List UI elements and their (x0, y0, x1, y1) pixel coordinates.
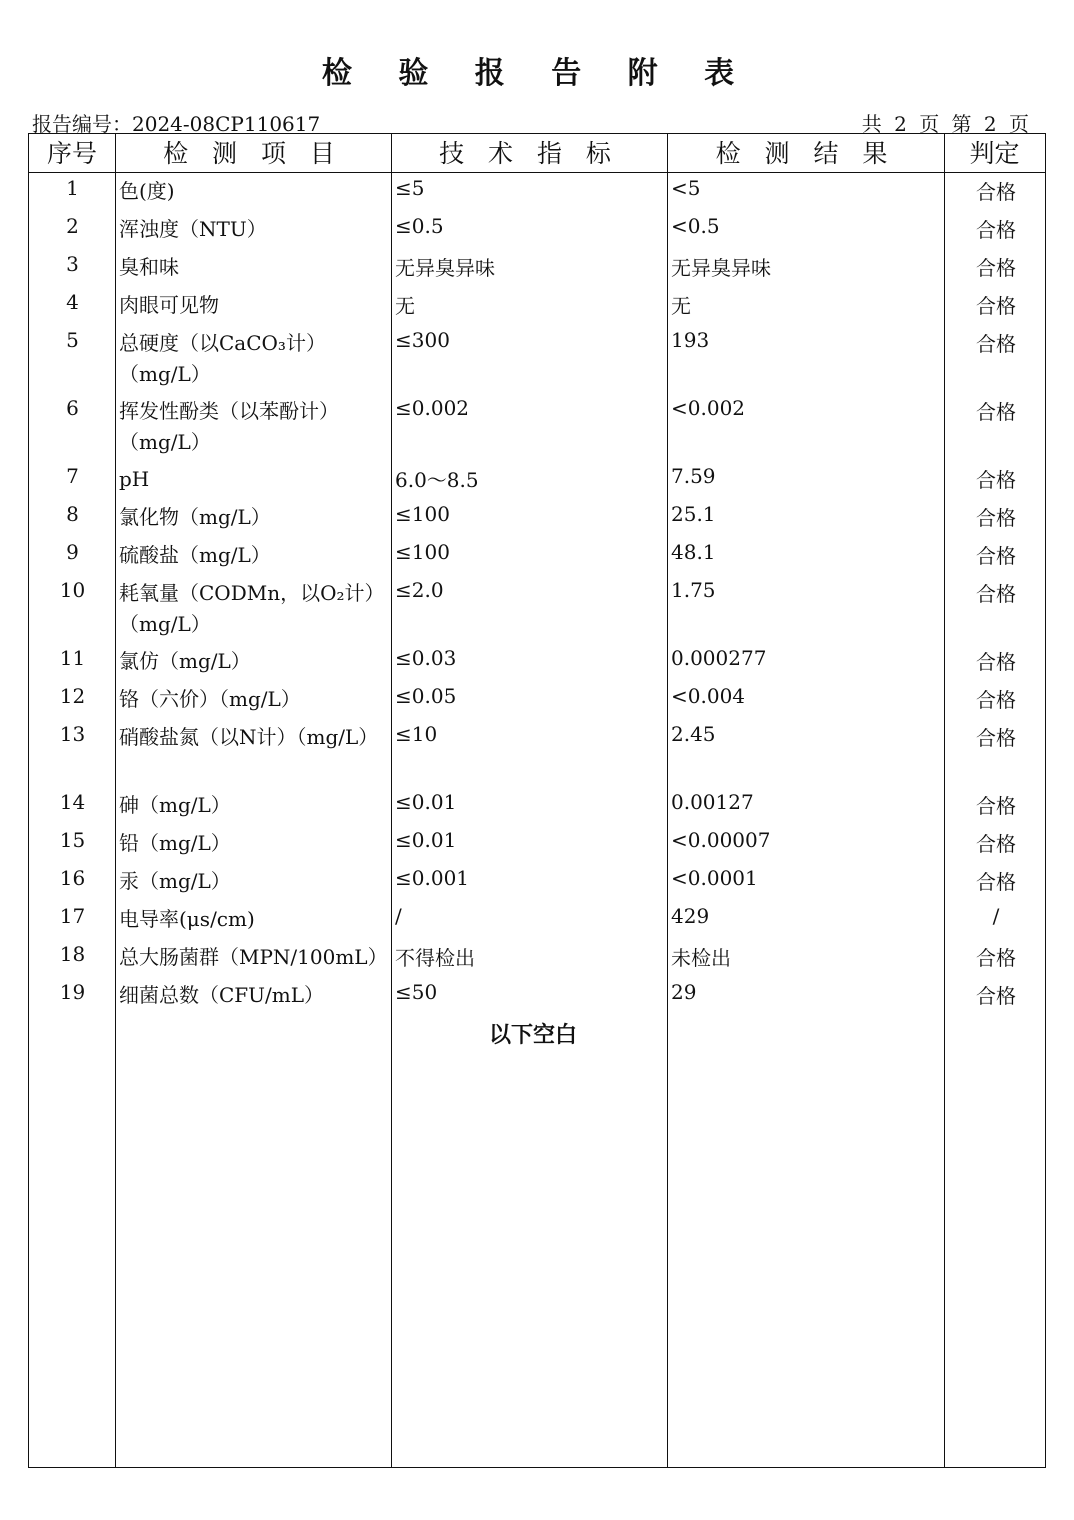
row-result: 0.000277 (671, 646, 767, 670)
row-result: 25.1 (671, 502, 716, 526)
row-result: <0.5 (671, 214, 720, 238)
row-item: 挥发性酚类（以苯酚计）（mg/L） (119, 399, 339, 454)
row-standard: ≤0.01 (395, 790, 457, 814)
header-standard: 技 术 指 标 (439, 139, 619, 168)
row-item: 电导率(μs/cm) (119, 907, 255, 931)
row-number: 9 (66, 540, 79, 564)
row-judgment: 合格 (976, 794, 1016, 818)
row-judgment: 合格 (976, 870, 1016, 894)
table-row (29, 250, 1045, 288)
table-row (29, 174, 1045, 212)
report-number: 报告编号：2024-08CP110617 (32, 112, 321, 136)
row-item: 耗氧量（CODMn，以O₂计）（mg/L） (119, 581, 385, 636)
row-result: <0.002 (671, 396, 746, 420)
row-judgment: 合格 (976, 506, 1016, 530)
row-standard: 不得检出 (395, 946, 475, 970)
row-judgment: 合格 (976, 400, 1016, 424)
row-standard: ≤50 (395, 980, 438, 1004)
row-result: 1.75 (671, 578, 716, 602)
row-number: 12 (59, 684, 86, 708)
row-number: 10 (59, 578, 86, 602)
row-result: 7.59 (671, 464, 716, 488)
page-info: 共 2 页 第 2 页 (861, 112, 1032, 136)
blank-note: 以下空白 (488, 1023, 577, 1048)
row-number: 15 (59, 828, 86, 852)
row-standard: ≤0.5 (395, 214, 444, 238)
report-title: 检 验 报 告 附 表 (321, 56, 753, 91)
row-standard: 无异臭异味 (395, 256, 495, 280)
row-standard: 6.0～8.5 (395, 468, 479, 492)
row-number: 3 (66, 252, 79, 276)
row-item: 色(度) (119, 179, 175, 203)
row-judgment: 合格 (976, 332, 1016, 356)
table-row (29, 326, 1045, 394)
row-judgment: 合格 (976, 832, 1016, 856)
row-result: <0.00007 (671, 828, 771, 852)
row-standard: ≤0.05 (395, 684, 457, 708)
row-item: pH (119, 467, 150, 491)
row-item: 硫酸盐（mg/L） (119, 543, 271, 567)
table-row (29, 644, 1045, 682)
row-standard: 无 (395, 294, 415, 318)
table-row (29, 788, 1045, 826)
table-row (29, 826, 1045, 864)
table-row (29, 576, 1045, 644)
row-item: 汞（mg/L） (119, 869, 231, 893)
header-result: 检 测 结 果 (715, 139, 896, 168)
row-standard: ≤100 (395, 540, 450, 564)
table-row (29, 902, 1045, 940)
row-standard: ≤2.0 (395, 578, 444, 602)
header-no: 序号 (46, 139, 97, 168)
row-item: 细菌总数（CFU/mL） (119, 983, 325, 1007)
row-standard: ≤10 (395, 722, 438, 746)
row-item: 氯化物（mg/L） (119, 505, 271, 529)
table-row (29, 538, 1045, 576)
row-judgment: 合格 (976, 294, 1016, 318)
row-number: 11 (59, 646, 86, 670)
table-row (29, 462, 1045, 500)
row-number: 2 (66, 214, 79, 238)
table-row (29, 682, 1045, 720)
row-item: 臭和味 (119, 255, 179, 279)
row-result: 29 (671, 980, 697, 1004)
header-item: 检 测 项 目 (163, 139, 343, 168)
row-item: 肉眼可见物 (119, 293, 219, 317)
row-item: 铬（六价）（mg/L） (119, 687, 301, 711)
row-result: 0.00127 (671, 790, 754, 814)
row-judgment: 合格 (976, 688, 1016, 712)
row-judgment: 合格 (976, 468, 1016, 492)
row-standard: ≤5 (395, 176, 425, 200)
row-judgment: 合格 (976, 256, 1016, 280)
row-judgment: 合格 (976, 726, 1016, 750)
results-table (28, 133, 1046, 1468)
row-result: <0.0001 (671, 866, 758, 890)
header-judgment: 判定 (969, 139, 1020, 168)
row-standard: ≤0.03 (395, 646, 457, 670)
row-result: 429 (671, 904, 710, 928)
row-result: 无异臭异味 (671, 256, 771, 280)
row-judgment: 合格 (976, 582, 1016, 606)
row-number: 17 (59, 904, 86, 928)
row-item: 氯仿（mg/L） (119, 649, 251, 673)
row-item: 总大肠菌群（MPN/100mL） (119, 945, 388, 969)
table-row (29, 978, 1045, 1016)
row-standard: ≤0.002 (395, 396, 470, 420)
row-judgment: 合格 (976, 946, 1016, 970)
row-result: 48.1 (671, 540, 716, 564)
row-standard: ≤0.001 (395, 866, 470, 890)
row-number: 1 (66, 176, 79, 200)
row-judgment: / (992, 904, 1000, 928)
table-row (29, 720, 1045, 788)
table-row (29, 864, 1045, 902)
row-number: 8 (66, 502, 79, 526)
table-row (29, 500, 1045, 538)
row-number: 4 (66, 290, 79, 314)
row-result: 193 (671, 328, 710, 352)
table-row (29, 288, 1045, 326)
row-standard: ≤0.01 (395, 828, 457, 852)
row-result: <5 (671, 176, 701, 200)
row-number: 6 (66, 396, 79, 420)
row-judgment: 合格 (976, 650, 1016, 674)
table-row (29, 394, 1045, 462)
table-row (29, 212, 1045, 250)
row-judgment: 合格 (976, 984, 1016, 1008)
row-judgment: 合格 (976, 180, 1016, 204)
row-standard: ≤100 (395, 502, 450, 526)
row-number: 7 (66, 464, 79, 488)
table-row (29, 940, 1045, 978)
row-result: <0.004 (671, 684, 746, 708)
row-item: 铅（mg/L） (119, 831, 231, 855)
row-standard: ≤300 (395, 328, 450, 352)
row-number: 5 (66, 328, 79, 352)
row-number: 19 (59, 980, 86, 1004)
row-number: 16 (59, 866, 86, 890)
row-judgment: 合格 (976, 544, 1016, 568)
row-number: 18 (59, 942, 86, 966)
row-standard: / (395, 904, 402, 928)
row-number: 14 (59, 790, 86, 814)
row-item: 砷（mg/L） (119, 793, 231, 817)
row-item: 浑浊度（NTU） (119, 217, 267, 241)
row-item: 硝酸盐氮（以N计）（mg/L） (119, 725, 379, 749)
row-item: 总硬度（以CaCO₃计）（mg/L） (119, 331, 326, 386)
row-judgment: 合格 (976, 218, 1016, 242)
row-result: 无 (671, 294, 691, 318)
row-result: 未检出 (671, 946, 731, 970)
table-body (29, 174, 1045, 1016)
row-number: 13 (59, 722, 86, 746)
row-result: 2.45 (671, 722, 716, 746)
